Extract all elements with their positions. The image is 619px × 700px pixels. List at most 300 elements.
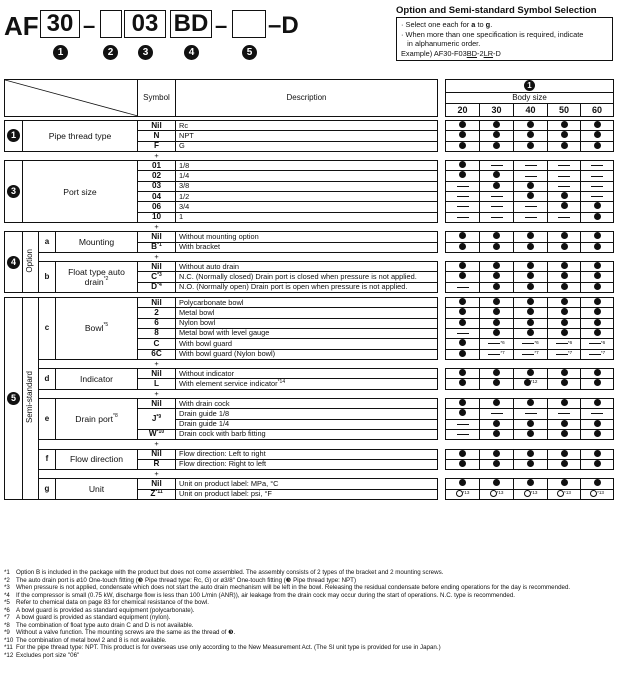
table-row	[5, 369, 614, 379]
availability-cell	[581, 349, 614, 359]
available-dot	[594, 319, 601, 326]
availability-cell	[446, 369, 480, 379]
not-available-dash	[491, 413, 503, 414]
plus-row	[5, 470, 614, 479]
availability-cell	[581, 399, 614, 409]
available-dot	[459, 369, 466, 376]
availability-cell	[548, 308, 581, 318]
availability-cell	[548, 419, 581, 429]
spacer	[438, 232, 446, 242]
not-available-dash	[558, 165, 570, 166]
body-size-header: Body size	[446, 92, 614, 104]
not-available-dash	[556, 354, 568, 355]
footnote	[4, 622, 615, 630]
available-dot	[527, 319, 534, 326]
availability-cell	[581, 409, 614, 419]
not-available-dash	[457, 287, 469, 288]
availability-cell	[548, 409, 581, 419]
availability-cell	[548, 379, 581, 389]
symbol-code: Nil	[151, 368, 162, 378]
available-dot	[527, 430, 534, 437]
availability-cell	[446, 298, 480, 308]
symbol-code: W	[148, 429, 157, 439]
symbol-cell	[138, 318, 176, 328]
availability-cell	[581, 262, 614, 272]
availability-cell	[581, 298, 614, 308]
symbol-code: J	[151, 413, 157, 423]
available-dot	[561, 430, 568, 437]
description-cell	[176, 171, 438, 181]
available-dot	[594, 283, 601, 290]
spacer	[176, 151, 614, 160]
available-dot	[594, 142, 601, 149]
description-text: With element service indicator	[179, 378, 278, 388]
spacer	[39, 389, 138, 398]
not-available-dash	[525, 176, 537, 177]
available-dot	[493, 399, 500, 406]
symbol-code: 02	[151, 170, 162, 180]
available-open-circle	[456, 490, 463, 497]
availability-cell	[514, 202, 548, 212]
pipe-thread-type-label: Pipe thread type	[23, 121, 138, 152]
not-available-dash	[457, 206, 469, 207]
not-available-dash	[457, 424, 469, 425]
symbol-code: Nil	[151, 398, 162, 408]
available-dot	[459, 409, 466, 416]
availability-cell	[548, 489, 581, 499]
availability-cell	[446, 318, 480, 328]
symbol-cell	[138, 339, 176, 349]
table-row	[5, 161, 614, 171]
not-available-dash	[591, 413, 603, 414]
description-cell	[176, 449, 438, 459]
not-available-dash	[558, 176, 570, 177]
available-dot	[594, 460, 601, 467]
description-text: 1	[179, 212, 184, 222]
availability-cell	[581, 131, 614, 141]
spacer	[176, 359, 614, 368]
available-dot	[594, 262, 601, 269]
description-text: 3/4	[179, 201, 190, 211]
spacer	[438, 459, 446, 469]
available-dot	[561, 308, 568, 315]
description-text: Unit on product label: MPa, °C	[179, 478, 279, 488]
availability-cell	[514, 171, 548, 181]
available-dot	[459, 243, 466, 250]
availability-cell	[480, 369, 514, 379]
availability-cell	[514, 131, 548, 141]
spacer	[438, 419, 446, 429]
plus-row	[5, 222, 614, 231]
footnote-key: *12	[4, 652, 14, 660]
text: · Select one each for	[401, 20, 472, 29]
available-dot	[594, 369, 601, 376]
spacer	[176, 470, 614, 479]
option-panel-line-1	[401, 20, 608, 30]
available-dot	[493, 142, 500, 149]
available-dot	[594, 379, 601, 386]
symbol-cell	[138, 212, 176, 222]
group-number-cell	[5, 161, 23, 223]
footnote	[4, 644, 615, 652]
available-dot	[527, 329, 534, 336]
indicator-label: Indicator	[56, 369, 138, 390]
available-dot	[561, 479, 568, 486]
availability-cell	[446, 489, 480, 499]
description-cell	[176, 202, 438, 212]
availability-cell	[480, 459, 514, 469]
available-dot	[459, 399, 466, 406]
footnote-key: *4	[4, 591, 10, 599]
circled-number: 1	[7, 129, 20, 142]
available-dot	[527, 479, 534, 486]
availability-cell	[446, 459, 480, 469]
availability-cell	[548, 232, 581, 242]
availability-cell	[548, 202, 581, 212]
description-text: With drain cock	[179, 398, 230, 408]
table-row	[5, 121, 614, 131]
symbol-cell	[138, 459, 176, 469]
symbol-code: Nil	[151, 449, 162, 458]
not-available-dash	[488, 343, 500, 344]
symbol-code: L	[153, 378, 159, 388]
table-row	[5, 232, 614, 242]
symbol-code: R	[153, 459, 160, 469]
availability-cell	[548, 449, 581, 459]
symbol-cell	[138, 449, 176, 459]
spacer	[438, 272, 446, 282]
availability-cell	[548, 272, 581, 282]
available-dot	[594, 213, 601, 220]
available-dot	[459, 308, 466, 315]
not-available-dash	[457, 196, 469, 197]
callout-2: 2	[103, 45, 118, 60]
not-available-dash	[491, 165, 503, 166]
not-available-dash	[491, 217, 503, 218]
footnote-text: Without a valve function. The mounting screws are the same as the thread of ❸.	[16, 629, 236, 637]
description-text: With bowl guard	[179, 338, 232, 348]
symbol-header: Symbol	[138, 80, 176, 117]
not-available-dash	[488, 354, 500, 355]
symbol-cell	[138, 161, 176, 171]
availability-cell	[446, 429, 480, 439]
footnote-ref: *8	[113, 413, 118, 420]
availability-cell	[480, 409, 514, 419]
availability-cell	[480, 242, 514, 252]
availability-cell	[514, 449, 548, 459]
circled-number: 5	[7, 392, 20, 405]
availability-cell	[581, 308, 614, 318]
description-cell	[176, 161, 438, 171]
sub-letter-b: b	[39, 262, 56, 293]
description-text: N.C. (Normally closed) Drain port is closed when pressure is not applied.	[179, 271, 417, 281]
plus-row	[5, 151, 614, 160]
option-panel-example	[401, 49, 608, 59]
symbol-cell	[138, 399, 176, 409]
footnote-ref: *14	[277, 378, 286, 385]
availability-cell	[514, 308, 548, 318]
footnote-ref: *6	[600, 339, 606, 345]
not-available-dash	[491, 196, 503, 197]
not-available-dash	[525, 413, 537, 414]
spacer	[438, 262, 446, 272]
description-text: G	[179, 141, 185, 151]
description-cell	[176, 121, 438, 131]
plus-row	[5, 359, 614, 368]
available-dot	[594, 399, 601, 406]
availability-cell	[548, 459, 581, 469]
available-dot	[459, 232, 466, 239]
symbol-cell	[138, 141, 176, 151]
description-text: 1/2	[179, 191, 190, 201]
availability-cell	[514, 339, 548, 349]
sub-letter-d: d	[39, 369, 56, 390]
footnote	[4, 652, 615, 660]
footnote-ref: *9	[156, 413, 162, 420]
availability-cell	[514, 379, 548, 389]
availability-cell	[480, 449, 514, 459]
diagonal-line	[5, 80, 138, 116]
availability-cell	[581, 242, 614, 252]
option-panel-line-2: · When more than one specification is required, indicate	[401, 29, 584, 39]
available-dot	[459, 171, 466, 178]
not-available-dash	[591, 196, 603, 197]
availability-cell	[480, 192, 514, 202]
available-dot	[561, 232, 568, 239]
available-dot	[561, 131, 568, 138]
availability-cell	[581, 161, 614, 171]
availability-cell	[480, 272, 514, 282]
availability-cell	[446, 328, 480, 338]
spacer	[438, 339, 446, 349]
description-text: Unit on product label: psi, °F	[179, 489, 272, 499]
text: Float type auto drain	[68, 267, 125, 288]
not-available-dash	[589, 354, 601, 355]
spacer	[39, 440, 138, 449]
spacer	[438, 429, 446, 439]
symbol-cell	[138, 349, 176, 359]
availability-cell	[446, 131, 480, 141]
availability-cell	[548, 212, 581, 222]
table-row	[5, 479, 614, 489]
footnote-text: The auto drain port is ø10 One-touch fitting (❸ Pipe thread type: Rc, G) or ø3/8" One-touch fitting (❸ Pipe thread type: NPT)	[16, 576, 357, 584]
description-cell	[176, 369, 438, 379]
spacer	[438, 181, 446, 191]
availability-cell	[480, 298, 514, 308]
available-dot	[594, 329, 601, 336]
description-cell	[176, 429, 438, 439]
availability-cell	[581, 282, 614, 292]
footnote	[4, 569, 615, 577]
text: Example) AF30-F03	[401, 48, 467, 58]
description-cell	[176, 232, 438, 242]
available-dot	[527, 131, 534, 138]
size-30-header: 30	[480, 104, 514, 117]
spacer	[176, 440, 614, 449]
available-dot	[459, 350, 466, 357]
sub-letter-a: a	[39, 232, 56, 253]
availability-cell	[548, 298, 581, 308]
callout-5: 5	[242, 45, 257, 60]
available-dot	[493, 319, 500, 326]
spacer	[176, 222, 614, 231]
availability-cell	[548, 479, 581, 489]
description-text: 1/8	[179, 160, 190, 170]
available-open-circle	[524, 490, 531, 497]
footnote-text: When pressure is not applied, condensate which does not start the auto drain mechanism will be left in the bowl. Releasing the residual condensate before ending operations for the day is recommended.	[16, 584, 571, 592]
symbol-code: 04	[151, 191, 162, 201]
footnote-ref: *12	[530, 379, 538, 385]
text: -2	[477, 48, 484, 58]
availability-cell	[581, 181, 614, 191]
description-text: Flow direction: Left to right	[179, 449, 266, 458]
availability-cell	[581, 339, 614, 349]
symbol-code: 10	[151, 212, 162, 222]
not-available-dash	[589, 343, 601, 344]
description-text: Metal bowl	[179, 307, 215, 317]
spacer	[438, 489, 446, 499]
availability-cell	[446, 479, 480, 489]
availability-cell	[480, 318, 514, 328]
description-text: Without indicator	[179, 368, 235, 378]
option-table-wrapper	[4, 79, 613, 500]
footnote-ref: *13	[462, 489, 470, 495]
availability-cell	[480, 429, 514, 439]
footnote-key: *7	[4, 614, 10, 622]
symbol-code: Nil	[151, 261, 162, 271]
available-dot	[493, 379, 500, 386]
symbol-code: 2	[154, 307, 159, 317]
availability-cell	[446, 181, 480, 191]
not-available-dash	[522, 343, 534, 344]
footnote-ref: *2	[103, 276, 109, 283]
available-dot	[493, 232, 500, 239]
available-open-circle	[490, 490, 497, 497]
footnote-key: *2	[4, 576, 10, 584]
description-cell	[176, 298, 438, 308]
available-dot	[493, 283, 500, 290]
availability-cell	[581, 369, 614, 379]
available-dot	[561, 202, 568, 209]
option-table	[4, 79, 614, 500]
availability-cell	[581, 489, 614, 499]
symbol-code: C	[153, 338, 160, 348]
availability-cell	[480, 328, 514, 338]
symbol-code: Z	[150, 489, 156, 499]
option-panel-box	[396, 17, 613, 61]
availability-cell	[514, 369, 548, 379]
description-cell	[176, 272, 438, 282]
plus-sign: +	[154, 251, 159, 261]
circled-number: 4	[7, 256, 20, 269]
spacer	[438, 308, 446, 318]
footnote-ref: *5	[103, 322, 109, 329]
size-50-header: 50	[548, 104, 581, 117]
description-cell	[176, 489, 438, 499]
available-dot	[561, 272, 568, 279]
dash-separator: –	[215, 13, 228, 38]
flow-direction-label: Flow direction	[56, 449, 138, 470]
text: to	[475, 20, 486, 29]
footnote-key: *9	[4, 629, 10, 637]
footnote	[4, 637, 615, 645]
footnote-key: *1	[4, 569, 10, 576]
bowl-label	[56, 298, 138, 360]
footnote-text: If the compressor is small (0.75 kW, discharge flow is less than 100 L/min (ANR)), air leakage from the drain cock may occur during the start of operations. N.C. type is recommended.	[16, 591, 515, 599]
available-dot	[527, 182, 534, 189]
available-dot	[561, 329, 568, 336]
availability-cell	[581, 192, 614, 202]
availability-cell	[446, 449, 480, 459]
available-dot	[594, 479, 601, 486]
description-text: Drain guide 1/4	[179, 419, 230, 429]
text: BD	[466, 48, 478, 58]
availability-cell	[446, 202, 480, 212]
footnote-ref: *10	[156, 429, 165, 436]
availability-cell	[446, 262, 480, 272]
availability-cell	[514, 161, 548, 171]
availability-cell	[581, 272, 614, 282]
symbol-cell	[138, 181, 176, 191]
available-dot	[527, 142, 534, 149]
availability-cell	[514, 419, 548, 429]
availability-cell	[514, 459, 548, 469]
symbol-cell	[138, 429, 176, 439]
availability-cell	[480, 282, 514, 292]
description-text: Without mounting option	[179, 231, 259, 241]
availability-cell	[548, 369, 581, 379]
available-dot	[561, 283, 568, 290]
description-cell	[176, 419, 438, 429]
symbol-cell	[138, 479, 176, 489]
available-open-circle	[557, 490, 564, 497]
footnote-key: *11	[4, 644, 13, 652]
spacer	[438, 449, 446, 459]
footnote	[4, 607, 615, 615]
available-dot	[459, 298, 466, 305]
available-dot	[524, 379, 531, 386]
description-cell	[176, 212, 438, 222]
symbol-cell	[138, 379, 176, 389]
availability-cell	[548, 161, 581, 171]
availability-cell	[548, 339, 581, 349]
spacer	[438, 131, 446, 141]
availability-cell	[514, 141, 548, 151]
symbol-code: 6C	[151, 349, 162, 359]
description-cell	[176, 308, 438, 318]
option-b-box	[232, 10, 266, 38]
unit-label: Unit	[56, 479, 138, 500]
symbol-code: 6	[154, 318, 159, 328]
circled-number: 3	[7, 185, 20, 198]
available-dot	[527, 121, 534, 128]
available-dot	[527, 460, 534, 467]
available-dot	[459, 262, 466, 269]
symbol-code: F	[153, 141, 159, 151]
availability-cell	[446, 272, 480, 282]
availability-cell	[514, 399, 548, 409]
available-dot	[594, 272, 601, 279]
spacer	[5, 151, 138, 160]
float-type-auto-drain-label	[56, 262, 138, 293]
availability-cell	[480, 181, 514, 191]
plus-row	[5, 389, 614, 398]
availability-cell	[480, 479, 514, 489]
bowl-code-box: BD	[170, 10, 212, 38]
spacer	[438, 212, 446, 222]
availability-cell	[446, 409, 480, 419]
symbol-cell	[138, 131, 176, 141]
